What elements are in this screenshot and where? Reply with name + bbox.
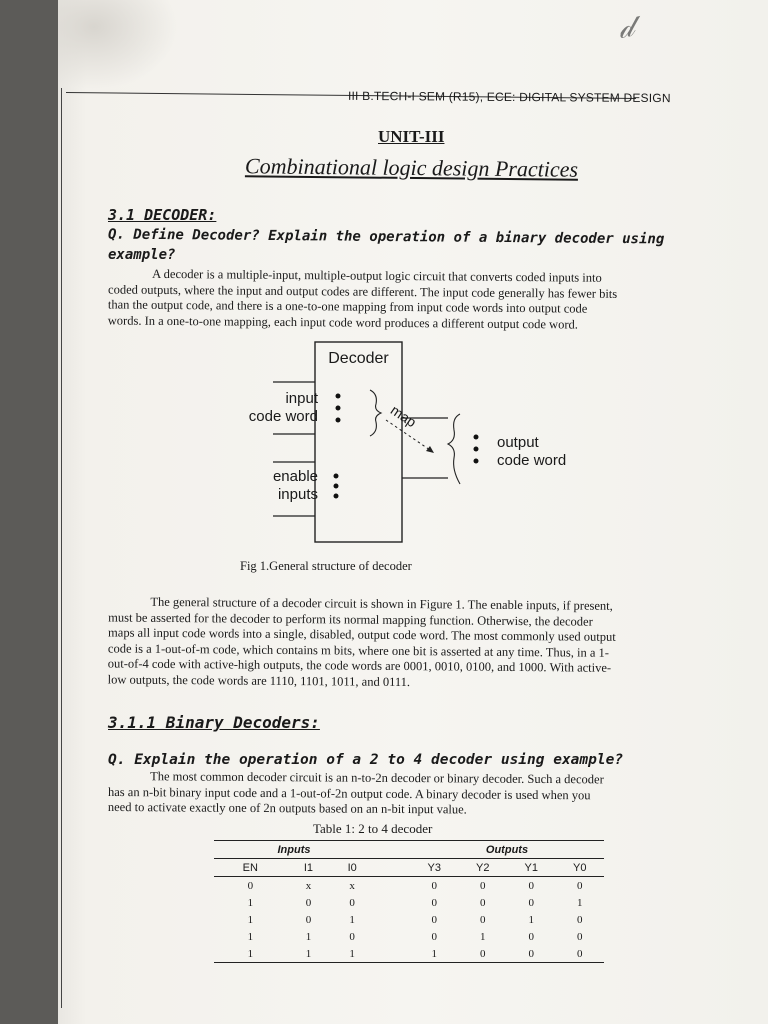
unit-title: UNIT-III <box>378 127 445 146</box>
column-header: Y3 <box>427 861 441 874</box>
decoder-structure-figure <box>198 338 567 548</box>
para-line: low outputs, the code words are 1110, 1101, 1011, and 0111. <box>107 671 411 689</box>
table-cell: 0 <box>528 947 534 960</box>
question-2to4-decoder: Q. Explain the operation of a 2 to 4 decoder using example? <box>108 752 624 768</box>
column-header: EN <box>242 861 258 874</box>
table-cell: 1 <box>349 947 355 960</box>
table-cell: 0 <box>528 896 534 909</box>
enable-dot <box>334 484 339 489</box>
para-line: code is a 1-out-of-m code, which contains m bits, where one bit is asserted at any time. Thus, in a 1- <box>107 640 610 660</box>
decoder-structure-paragraph <box>108 594 694 692</box>
question-decoder-line1: Q. Define Decoder? Explain the operation of a binary decoder using <box>107 226 665 248</box>
section-heading-decoder: 3.1 DECODER: <box>108 206 217 224</box>
table-cell: 0 <box>528 930 534 943</box>
table-cell: 1 <box>305 930 312 943</box>
enable-dot <box>334 474 339 479</box>
output-dot <box>474 459 479 464</box>
table-cell: 0 <box>577 947 583 960</box>
label-line: inputs <box>277 486 318 503</box>
column-header: I1 <box>303 861 314 874</box>
label-line: output <box>497 434 539 451</box>
decoder-definition-paragraph <box>108 266 691 333</box>
map-label: map <box>387 401 420 431</box>
table-body <box>214 877 604 963</box>
binary-decoder-paragraph <box>108 769 693 820</box>
table-cell: 0 <box>480 913 486 926</box>
enable-dot <box>334 494 339 499</box>
table-row <box>214 928 604 945</box>
column-header: Y2 <box>476 861 490 874</box>
spacer-cell <box>374 859 410 877</box>
label-line: enable <box>272 468 318 485</box>
table-cell: 0 <box>431 879 437 892</box>
column-header: Y0 <box>573 861 587 874</box>
table-cell: 1 <box>305 947 312 960</box>
table-cell: 1 <box>349 913 355 926</box>
table-cell: 1 <box>480 930 486 943</box>
outputs-group-header: Outputs <box>485 843 529 856</box>
table-cell: 0 <box>480 896 486 909</box>
decoder-box-title: Decoder <box>328 350 389 367</box>
table-cell: 0 <box>431 896 437 909</box>
para-line: words. In a one-to-one mapping, each input code word produces a different output code word. <box>107 312 578 332</box>
label-line: code word <box>248 408 318 425</box>
input-code-word-label <box>198 390 318 426</box>
table-cell: 0 <box>305 913 312 926</box>
table-cell: 0 <box>349 896 355 909</box>
para-line: must be asserted for the decoder to perform its normal mapping function. Otherwise, the decoder <box>108 609 593 629</box>
input-dot <box>336 406 341 411</box>
table-row <box>214 894 604 911</box>
label-line: code word <box>497 452 567 469</box>
spacer-cell <box>374 841 410 859</box>
table-group-header <box>214 841 604 859</box>
table-row <box>214 877 604 895</box>
table-column-header-row <box>214 859 604 877</box>
para-line: has an n-bit binary input code and a 1-out-of-2n output code. A binary decoder is used when you <box>107 784 591 802</box>
spacer-cell <box>374 894 410 911</box>
handwritten-signature: 𝒹 <box>614 8 637 47</box>
figure-caption: Fig 1.General structure of decoder <box>240 559 412 573</box>
table-cell: 1 <box>577 896 583 909</box>
table-cell: 0 <box>577 879 583 892</box>
input-dot <box>336 394 341 399</box>
table-row <box>214 911 604 928</box>
para-line: coded outputs, where the input and output codes are different. The input code generally has fewer bits <box>108 281 618 301</box>
input-brace <box>370 390 381 436</box>
table-cell: 0 <box>480 947 486 960</box>
output-code-word-label <box>497 434 617 470</box>
document-page <box>58 0 768 1024</box>
question-decoder-line2: example? <box>108 247 176 263</box>
spacer-cell <box>374 945 410 963</box>
output-brace <box>448 414 460 484</box>
table-cell: 1 <box>247 913 254 926</box>
table-cell: 0 <box>247 879 254 892</box>
enable-inputs-label <box>198 468 318 504</box>
spacer-cell <box>374 877 410 895</box>
table-cell: 0 <box>577 913 583 926</box>
label-line: input <box>285 390 318 407</box>
column-header: Y1 <box>524 861 538 874</box>
para-line: A decoder is a multiple-input, multiple-output logic circuit that converts coded inputs into <box>152 266 602 285</box>
margin-rule <box>61 88 62 1008</box>
para-line: The general structure of a decoder circuit is shown in Figure 1. The enable inputs, if present, <box>150 594 613 613</box>
decoder-box <box>315 342 402 542</box>
output-dot <box>474 447 479 452</box>
spacer-cell <box>374 911 410 928</box>
table-cell: 0 <box>431 913 437 926</box>
table-cell: x <box>349 879 355 892</box>
page-fold-shadow <box>58 0 178 90</box>
table-cell: x <box>305 879 312 892</box>
table-cell: 1 <box>247 930 254 943</box>
table-caption: Table 1: 2 to 4 decoder <box>313 821 433 836</box>
section-heading-binary-decoders: 3.1.1 Binary Decoders: <box>108 713 320 732</box>
para-line: than the output code, and there is a one-to-one mapping from input code words into output code <box>107 297 588 316</box>
column-header: I0 <box>347 861 357 874</box>
course-header: III B.TECH-I SEM (R15), ECE: DIGITAL SYSTEM DESIGN <box>347 88 671 106</box>
input-dot <box>336 418 341 423</box>
table-cell: 0 <box>431 930 437 943</box>
table-cell: 1 <box>528 913 534 926</box>
table-cell: 0 <box>528 879 534 892</box>
table-cell: 0 <box>349 930 355 943</box>
para-line: The most common decoder circuit is an n-to-2n decoder or binary decoder. Such a decoder <box>150 769 604 787</box>
chapter-title: Combinational logic design Practices <box>244 153 579 182</box>
table-cell: 0 <box>480 879 486 892</box>
inputs-group-header: Inputs <box>277 843 311 856</box>
table-cell: 1 <box>247 947 254 960</box>
table-row <box>214 945 604 963</box>
para-line: maps all input code words into a single, disabled, output code word. The most commonly used output <box>108 625 616 644</box>
table-cell: 0 <box>577 930 583 943</box>
output-dot <box>474 435 479 440</box>
spacer-cell <box>374 928 410 945</box>
map-arrow-head <box>426 446 434 453</box>
para-line: out-of-4 code with active-high outputs, the code words are 0001, 0010, 0100, and 1000. With active- <box>107 656 612 675</box>
decoder-diagram-lines <box>198 338 548 548</box>
table-cell: 1 <box>431 947 437 960</box>
para-line: need to activate exactly one of 2n outputs based on an n-bit input value. <box>107 799 467 817</box>
truth-table <box>214 840 604 963</box>
table-cell: 1 <box>247 896 254 909</box>
table-cell: 0 <box>305 896 312 909</box>
